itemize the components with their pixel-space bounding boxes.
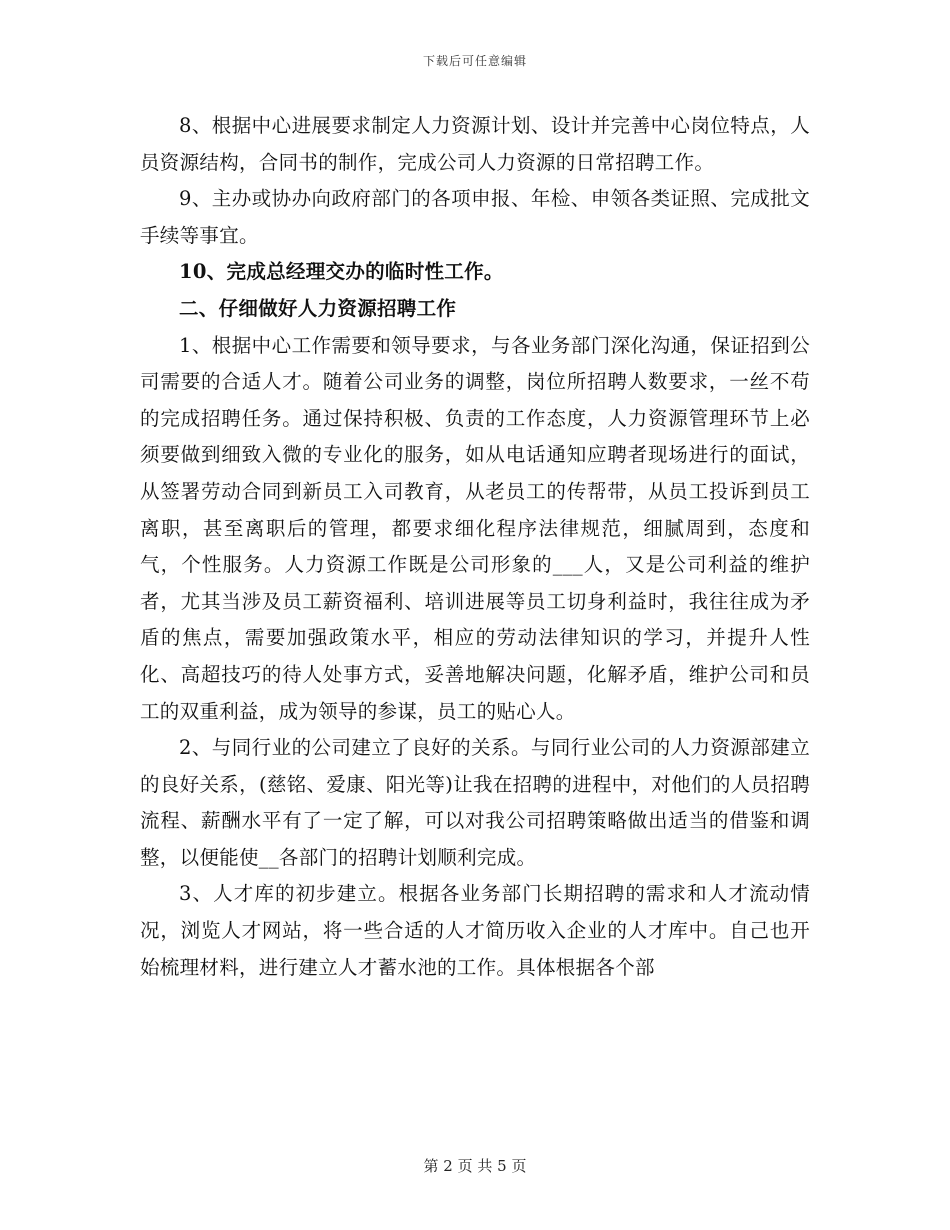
page-number: 第 2 页 共 5 页 (423, 1157, 527, 1175)
paragraph-item-10: 10、完成总经理交办的临时性工作。 (179, 260, 504, 284)
paragraph-recruit-3: 3、人才库的初步建立。根据各业务部门长期招聘的需求和人才流动情况，浏览人才网站，将一些合适的人才简历收入企业的人才库中。自己也开始梳理材料，进行建立人才蓄水池的工作。具体根据各个部 (140, 882, 810, 979)
paragraph-recruit-2: 2、与同行业的公司建立了良好的关系。与同行业公司的人力资源部建立的良好关系，(慈铭、爱康、阳光等)让我在招聘的进程中，对他们的人员招聘流程、薪酬水平有了一定了解，可以对我公司招聘策略做出适当的借鉴和调整，以便能使__各部门的招聘计划顺利完成。 (140, 736, 810, 869)
section-heading: 二、仔细做好人力资源招聘工作 (179, 296, 457, 320)
document-body (140, 108, 810, 986)
paragraph-item-8: 8、根据中心进展要求制定人力资源计划、设计并完善中心岗位特点，人员资源结构，合同书的制作，完成公司人力资源的日常招聘工作。 (140, 114, 810, 174)
page-header-note: 下载后可任意编辑 (422, 54, 527, 68)
paragraph-item-9: 9、主办或协办向政府部门的各项申报、年检、申领各类证照、完成批文手续等事宜。 (140, 187, 810, 247)
paragraph-recruit-1: 1、根据中心工作需要和领导要求，与各业务部门深化沟通，保证招到公司需要的合适人才。随着公司业务的调整，岗位所招聘人数要求，一丝不苟的完成招聘任务。通过保持积极、负责的工作态度，人力资源管理环节上必须要做到细致入微的专业化的服务，如从电话通知应聘者现场进行的面试，从签署劳动合同到新员工入司教育，从老员工的传帮带，从员工投诉到员工离职，甚至离职后的管理，都要求细化程序法律规范，细腻周到，态度和气，个性服务。人力资源工作既是公司形象的___人，又是公司利益的维护者，尤其当涉及员工薪资福利、培训进展等员工切身利益时，我往往成为矛盾的焦点，需要加强政策水平，相应的劳动法律知识的学习，并提升人性化、高超技巧的待人处事方式，妥善地解决问题，化解矛盾，维护公司和员工的双重利益，成为领导的参谋，员工的贴心人。 (140, 333, 810, 723)
